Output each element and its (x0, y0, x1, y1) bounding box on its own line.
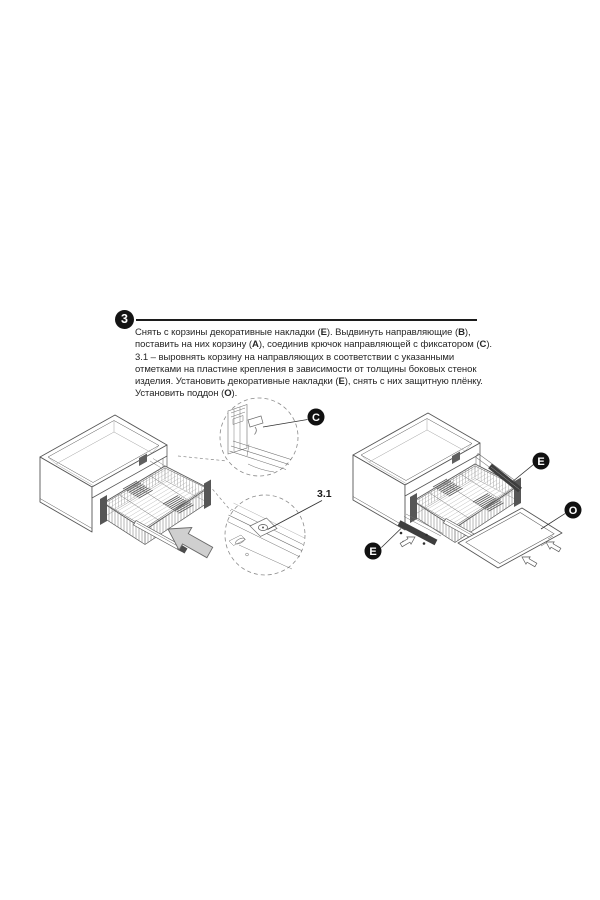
callout-c-letter: C (312, 412, 320, 424)
instruction-text: Снять с корзины декоративные накладки (Е). Выдвинуть направляющие (В), поставить на них корзину (А), соединив крючок направляющей с фиксатором (С). 3.1 – выровнять корзину на направляющих в соответствии с указанными отметками на пластине крепления в зависимости от толщины боковых стенок изделия. Установить декоративные накладки (Е), снять с них защитную плёнку. Установить поддон (О). (135, 327, 493, 400)
callout-e-bottom-leader (381, 529, 401, 548)
tray-drawing (458, 508, 562, 568)
callout-3-1-label: 3.1 (317, 488, 332, 500)
hook-detail-circle (220, 398, 325, 476)
plate-detail-circle (225, 488, 332, 575)
left-assembly-diagram (40, 415, 231, 558)
callout-e-bottom-letter: E (369, 546, 377, 558)
push-arrow-icon (168, 528, 213, 558)
step-rule (136, 319, 477, 321)
callout-e-top-letter: E (537, 456, 545, 468)
callout-e-top-leader (512, 465, 533, 482)
attach-arrow-icon (399, 533, 417, 548)
callout-o-leader (541, 514, 565, 529)
instruction-diagrams (0, 390, 600, 640)
detail-circle-outline (225, 495, 305, 575)
right-assembly-diagram (353, 413, 582, 569)
step-number-badge: 3 (115, 310, 134, 329)
callout-o-letter: O (568, 505, 578, 517)
insert-arrow-icon (520, 553, 538, 568)
